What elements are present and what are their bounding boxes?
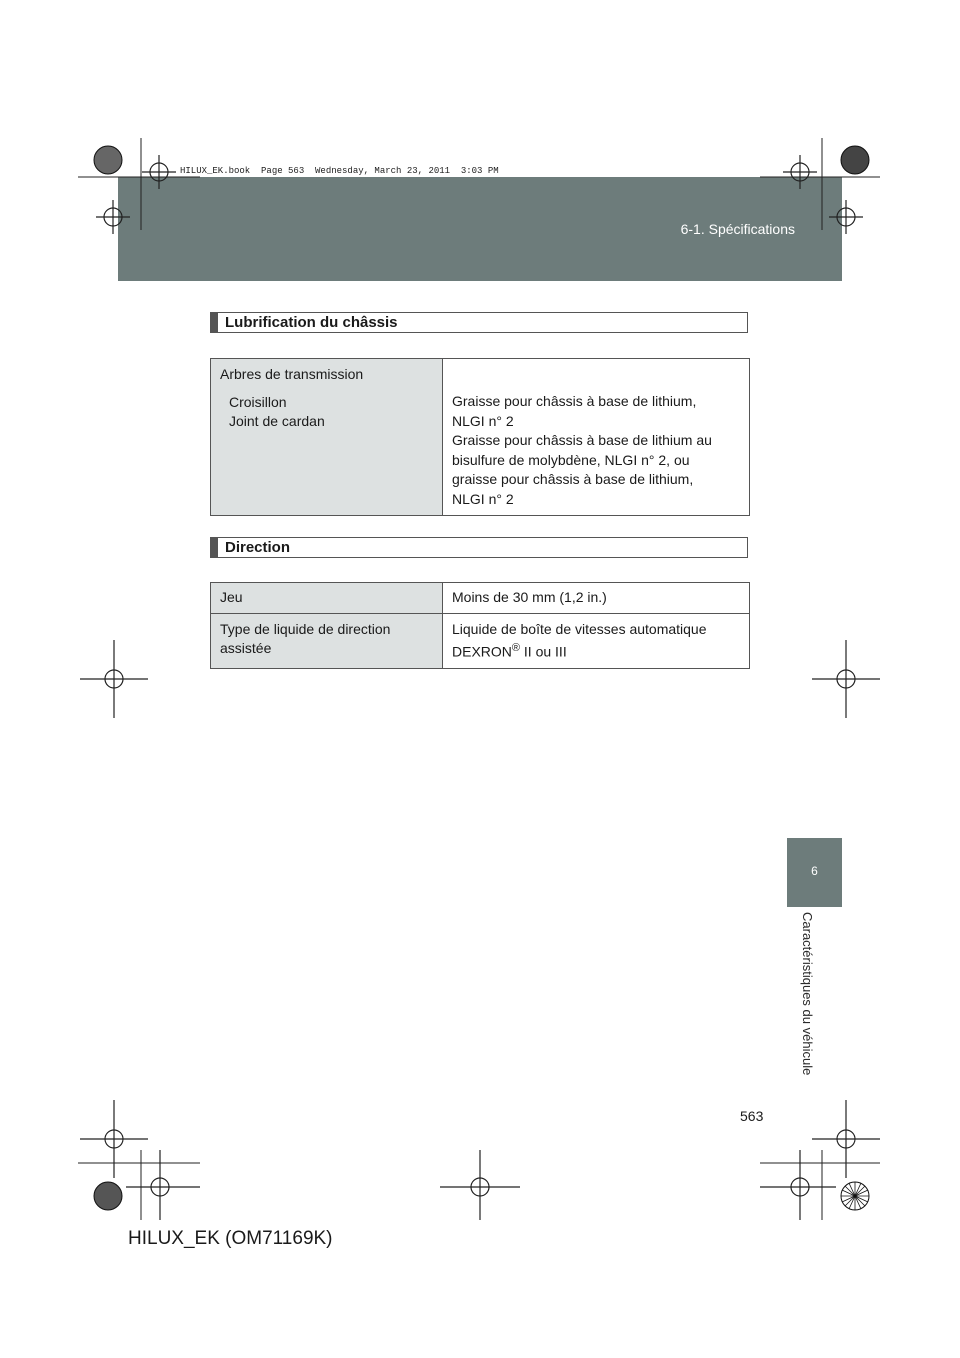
value-line: NLGI n° 2 (452, 490, 514, 507)
key-line: Type de liquide de direction (220, 620, 391, 637)
chassis-lubrication-table (210, 358, 750, 516)
table-row (211, 583, 750, 614)
key-item: Joint de cardan (229, 413, 325, 429)
value-line: graisse pour châssis à base de lithium, (452, 471, 694, 487)
section-heading-chassis-lubrication (210, 312, 748, 333)
key-title: Arbres de transmission (220, 366, 364, 382)
heading-bar (211, 313, 218, 332)
section-heading-steering (210, 537, 748, 558)
spec-key-cell (211, 359, 443, 516)
page-number: 563 (740, 1108, 764, 1124)
spec-key-cell (211, 613, 443, 669)
section-reference: 6-1. Spécifications (680, 221, 795, 237)
key-item: Croisillon (229, 393, 287, 410)
steering-table (210, 582, 750, 669)
key-line: Jeu (220, 589, 243, 605)
value-line: bisulfure de molybdène, NLGI n° 2, ou (452, 451, 690, 468)
table-row (211, 613, 750, 669)
chapter-tab (787, 838, 842, 907)
sunburst-mark-icon (94, 146, 869, 1210)
section-title: Direction (225, 539, 291, 556)
section-title: Lubrification du châssis (225, 314, 398, 331)
product-name: DEXRON (452, 643, 512, 660)
product-grade: II ou III (520, 643, 567, 660)
spec-value-cell (443, 359, 750, 516)
table-row (211, 359, 750, 516)
value-line: Moins de 30 mm (1,2 in.) (452, 589, 607, 605)
value-line (452, 639, 740, 662)
registered-mark: ® (511, 642, 521, 654)
book-stamp: HILUX_EK.book Page 563 Wednesday, March 23, 2011 3:03 PM (180, 166, 499, 176)
chapter-number: 6 (811, 864, 818, 878)
document-code: HILUX_EK (OM71169K) (128, 1228, 333, 1249)
value-line: Liquide de boîte de vitesses automatique (452, 620, 707, 637)
heading-bar (211, 538, 218, 557)
key-line: assistée (220, 640, 272, 656)
chapter-label: Caractéristiques du véhicule (800, 912, 815, 1076)
spec-value-cell (443, 583, 750, 614)
value-line: Graisse pour châssis à base de lithium au (452, 432, 712, 448)
spec-value-cell (443, 613, 750, 669)
spec-key-cell (211, 583, 443, 614)
value-line: NLGI n° 2 (452, 412, 514, 429)
value-line: Graisse pour châssis à base de lithium, (452, 393, 697, 409)
